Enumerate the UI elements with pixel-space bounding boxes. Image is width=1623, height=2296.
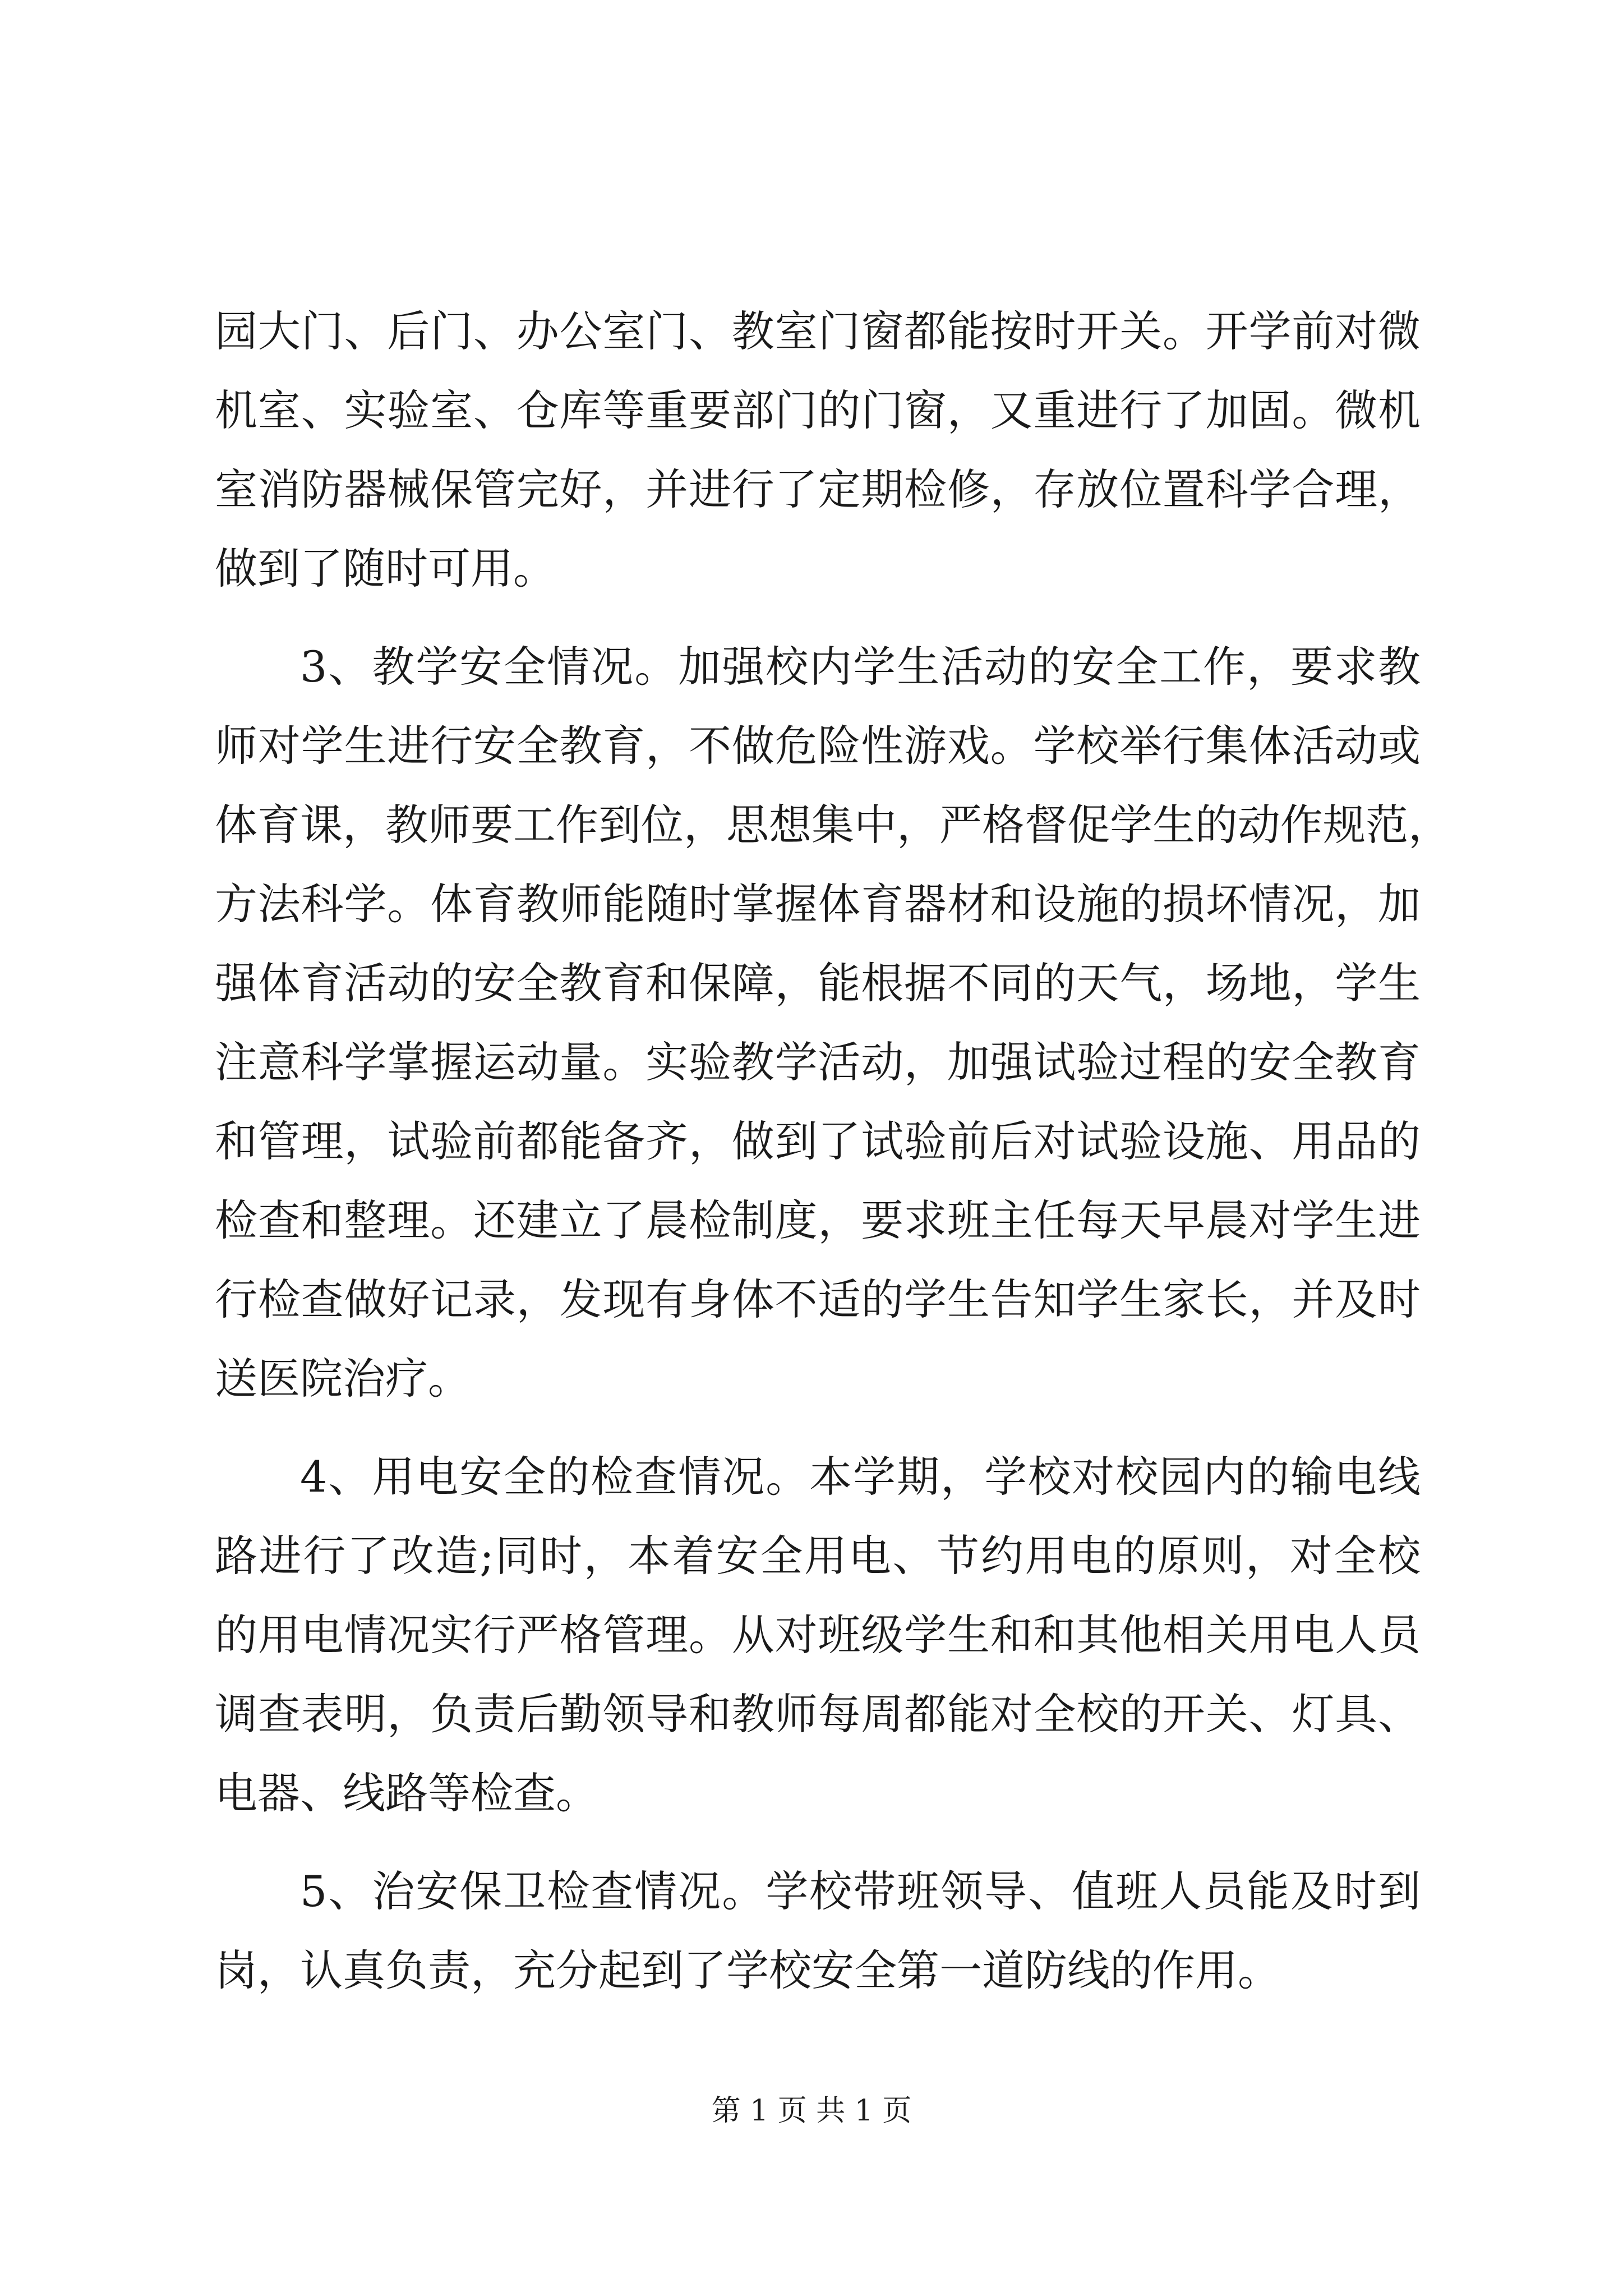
text-line: 园大门、后门、办公室门、教室门窗都能按时开关。开学前对微 (215, 306, 1421, 356)
text-line: 调查表明，负责后勤领导和教师每周都能对全校的开关、灯具、 (215, 1689, 1421, 1739)
paragraph (215, 1437, 1421, 1833)
text-line: 路进行了改造;同时，本着安全用电、节约用电的原则，对全校 (215, 1531, 1421, 1581)
text-line: 4、用电安全的检查情况。本学期，学校对校园内的输电线 (300, 1452, 1421, 1502)
paragraph (215, 292, 1421, 608)
text-line: 做到了随时可用。 (215, 544, 556, 593)
page-number-label: 第 1 页 共 1 页 (711, 2094, 912, 2128)
document-body (215, 292, 1451, 2010)
text-line: 电器、线路等检查。 (215, 1768, 598, 1818)
page-footer (0, 2091, 1623, 2131)
text-line: 强体育活动的安全教育和保障，能根据不同的天气，场地，学生 (215, 958, 1421, 1008)
text-line: 送医院治疗。 (215, 1354, 471, 1404)
text-line: 5、治安保卫检查情况。学校带班领导、值班人员能及时到 (300, 1866, 1421, 1916)
text-line: 室消防器械保管完好，并进行了定期检修，存放位置科学合理， (215, 464, 1421, 514)
text-line: 行检查做好记录，发现有身体不适的学生告知学生家长，并及时 (215, 1274, 1421, 1324)
text-line: 方法科学。体育教师能随时掌握体育器材和设施的损坏情况，加 (215, 879, 1421, 929)
text-line: 机室、实验室、仓库等重要部门的门窗，又重进行了加固。微机 (215, 385, 1421, 435)
text-line: 的用电情况实行严格管理。从对班级学生和和其他相关用电人员 (215, 1610, 1421, 1660)
text-line: 注意科学掌握运动量。实验教学活动，加强试验过程的安全教育 (215, 1037, 1421, 1087)
text-line: 岗，认真负责，充分起到了学校安全第一道防线的作用。 (215, 1945, 1280, 1995)
text-line: 体育课，教师要工作到位，思想集中，严格督促学生的动作规范， (215, 800, 1451, 850)
text-line: 和管理，试验前都能备齐，做到了试验前后对试验设施、用品的 (215, 1116, 1421, 1166)
paragraph (215, 1852, 1421, 2010)
text-line: 师对学生进行安全教育，不做危险性游戏。学校举行集体活动或 (215, 721, 1421, 771)
text-line: 检查和整理。还建立了晨检制度，要求班主任每天早晨对学生进 (215, 1195, 1421, 1245)
text-line: 3、教学安全情况。加强校内学生活动的安全工作，要求教 (300, 642, 1421, 692)
paragraph (215, 627, 1451, 1418)
